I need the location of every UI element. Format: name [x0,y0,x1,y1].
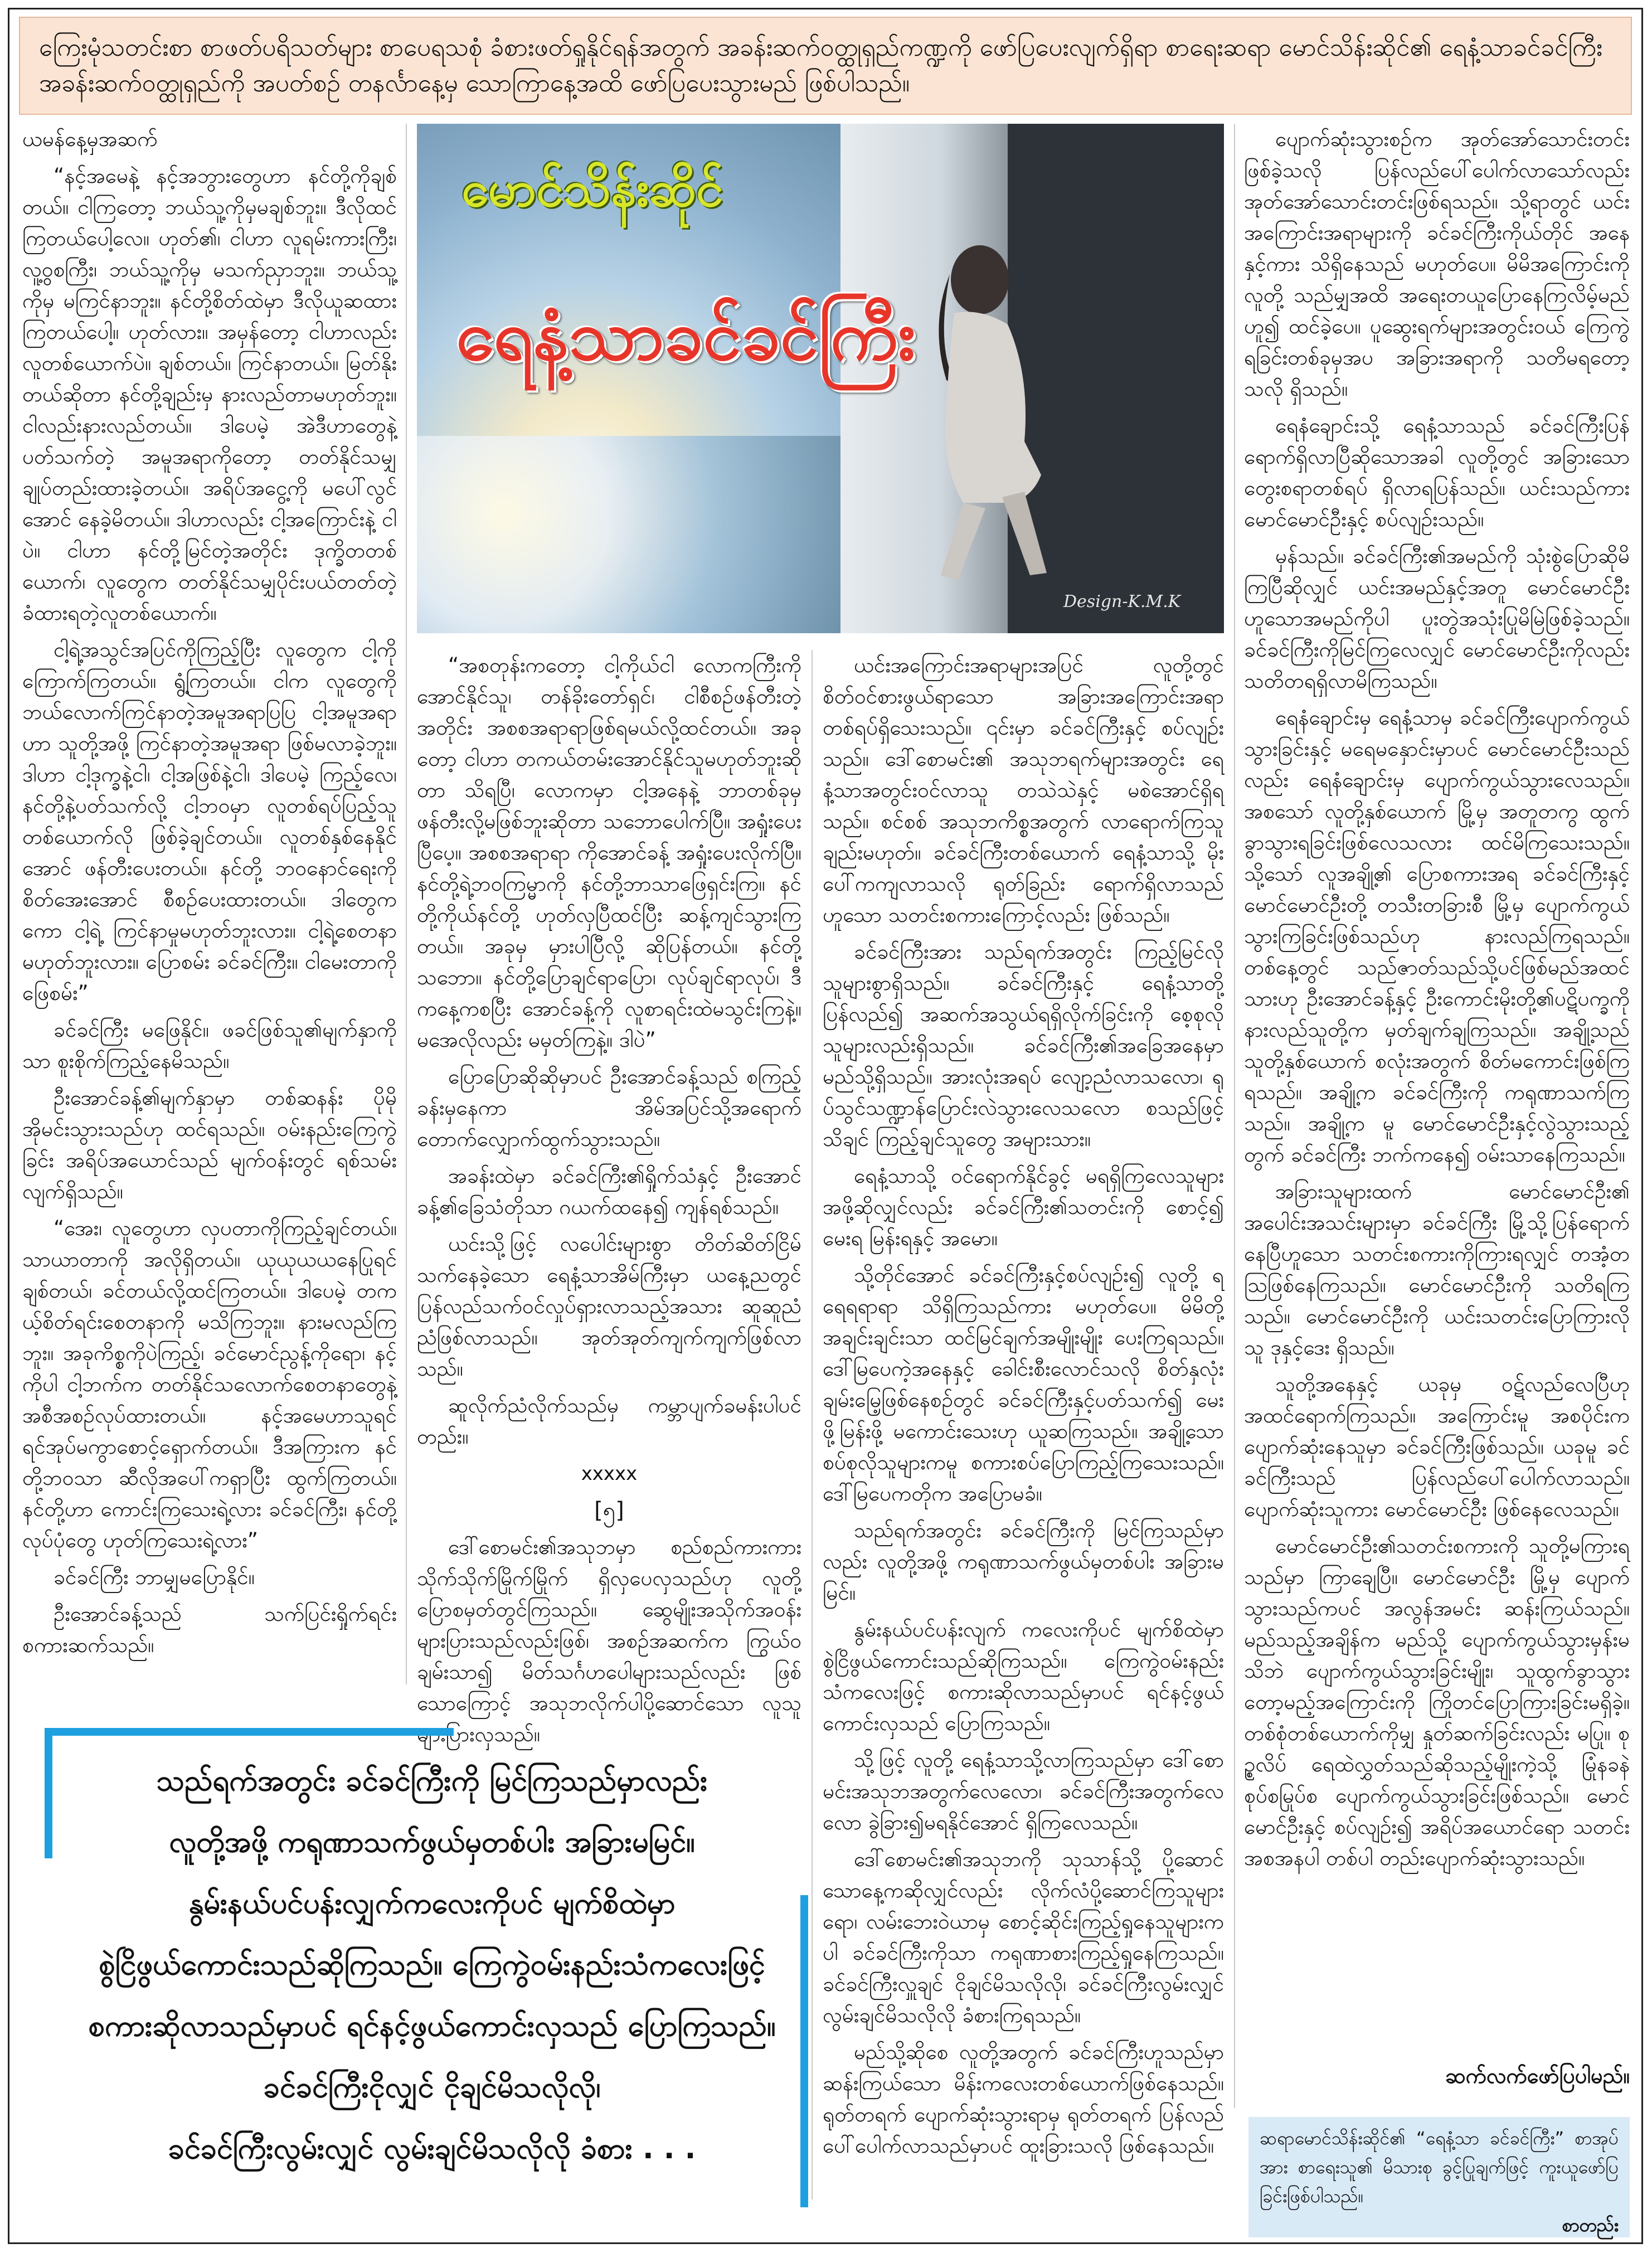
quote-line: ခင်ခင်ကြီးလွမ်းလျှင် လွမ်းချင်မိသလိုလို ခံစား . . . [168,2132,696,2165]
column-2 [417,650,801,1746]
quote-line: စကားဆိုလာသည်မှာပင် ရင်နင့်ဖွယ်ကောင်းလှသည် ပြောကြသည်။ [88,2009,776,2043]
paragraph: ဒေါ်စောမင်း၏အသုဘကို သုသာန်သို့ ပို့ဆောင်သောနေ့ကဆိုလျှင်လည်း လိုက်လံပို့ဆောင်ကြသူများရော၊ လမ်းဘေးဝဲယာမှ စောင့်ဆိုင်းကြည့်ရှုနေသူများကပါ ခင်ခင်ကြီးကိုသာ ကရုဏာစားကြည့်ရှုနေကြသည်။ ခင်ခင်ကြီးလှူချင် ငိုချင်မိသလိုလို၊ ခင်ခင်ကြီးလွမ်းလျှင် လွမ်းချင်မိသလိုလို ခံစားကြရသည်။ [823,1847,1224,2027]
paragraph: ခင်ခင်ကြီး ဘာမျှမပြောနိုင်။ [54,1565,255,1589]
woman-silhouette [896,241,1075,586]
banner-credit: Design-K.M.K [1063,592,1181,611]
quote-line: နွမ်းနယ်ပင်ပန်းလျှက်ကလေးကိုပင် မျက်စိထဲမှာ [188,1887,676,1920]
intro-box [19,17,1632,115]
paragraph: “အစတုန်းကတော့ ငါ့ကိုယ်ငါ လောကကြီးကို အောင်နိုင်သူ၊ တန်ခိုးတော်ရှင်၊ ငါစီစဉ်ဖန်တီးတဲ့အတိုင်း အစစအရာရာဖြစ်ရမယ်လို့ထင်တယ်။ အခုတော့ ငါဟာ တကယ်တမ်းအောင်နိုင်သူမဟုတ်ဘူးဆိုတာ သိရပြီ၊ လောကမှာ ငါ့အနေနဲ့ ဘာတစ်ခုမှ ဖန်တီးလို့မဖြစ်ဘူးဆိုတာ သဘောပေါက်ပြီ။ အရှုံးပေးပြီပေ့။ အစစအရာရာ ကိုအောင်ခန့် အရှုံးပေးလိုက်ပြီ။ နင်တို့ရဲ့ဘဝကြမ္မာကို နင်တို့ဘာသာဖြေရှင်းကြ။ နင်တို့ကိုယ်နင်တို့ ဟုတ်လှပြီထင်ပြီး ဆန့်ကျင်သွားကြတယ်။ အခုမှ မှားပါပြီလို့ ဆိုပြန်တယ်။ နင်တို့သဘော။ နင်တို့ပြောချင်ရာပြော၊ လုပ်ချင်ရာလုပ်၊ ဒီကနေ့ကစပြီး အောင်ခန့်ကို လူစာရင်းထဲမသွင်းကြနဲ့။ မအေလိုလည်း မမှတ်ကြနဲ့။ ဒါပဲ” [417,653,801,1052]
column-rule [406,124,407,1684]
paragraph: ခင်ခင်ကြီးအား သည်ရက်အတွင်း ကြည့်မြင်လိုသူများစွာရှိသည်။ ခင်ခင်ကြီးနှင့် ရေနံ့သာတို့ ပြန်လည်၍ အဆက်အသွယ်ရရှိလိုက်ခြင်းကို စေ့စုလိုသူများလည်းရှိသည်။ ခင်ခင်ကြီး၏အခြေအနေမှာ မည်သို့ရှိသည်။ အားလုံးအရပ် လျော့ညံလာသလော၊ ရုပ်သွင်သဏ္ဍာန်ပြောင်းလဲသွားလေသလော စသည်ဖြင့် သိချင် ကြည့်ချင်သူတွေ အများသား။ [823,940,1224,1151]
intro-text: ကြေးမုံသတင်းစာ စာဖတ်ပရိသတ်များ စာပေရသစုံ ခံစားဖတ်ရှုနိုင်ရန်အတွက် အခန်းဆက်ဝတ္ထုရှည်ကဏ္ဍကို ဖော်ပြပေးလျက်ရှိရာ စာရေးဆရာ မောင်သိန်းဆိုင်၏ ရေနံ့သာခင်ခင်ကြီး အခန်းဆက်ဝတ္ထုရှည်ကို အပတ်စဉ် တနင်္လာနေ့မှ သောကြာနေ့အထိ ဖော်ပြပေးသွားမည် ဖြစ်ပါသည်။ [39,33,1603,98]
column-1 [22,124,397,1691]
banner-flowers [417,436,840,633]
paragraph: ဦးအောင်ခန့်၏မျက်နှာမှာ တစ်ဆနန်း ပိုမိုအိုမင်းသွားသည်ဟု ထင်ရသည်။ ဝမ်းနည်းကြေကွဲခြင်း အရိပ်အယောင်သည် မျက်ဝန်းတွင် ရစ်သမ်းလျက်ရှိသည်။ [22,1086,397,1203]
paragraph: သို့တိုင်အောင် ခင်ခင်ကြီးနှင့်စပ်လျဉ်း၍ လူတို့ ရရေရရာရာ သိရှိကြသည်ကား မဟုတ်ပေ။ မိမိတို့အချင်းချင်းသာ ထင်မြင်ချက်အမျိုးမျိုး ပေးကြရသည်။ ဒေါ်မြပေကဲ့အနေနှင့် ခေါင်းစီးလောင်သလို စိတ်နှလုံးချမ်းမြေ့ဖြစ်နေစဉ်တွင် ခင်ခင်ကြီးနှင့်ပတ်သက်၍ မေးဖို့မြန်းဖို့ မကောင်းသေးဟု ယူဆကြသည်။ အချို့သော စပ်စုလိုသူများကမူ စကားစပ်ပြောကြည့်ကြသေးသည်။ ဒေါ်မြပေကတိုက အပြောမခံ။ [823,1263,1224,1506]
paragraph: “အေး၊ လူတွေဟာ လှပတာကိုကြည့်ချင်တယ်။ သာယာတာကို အလိုရှိတယ်။ ယုယုယယနေပြုရင် ချစ်တယ်၊ ခင်တယ်လို့ထင်ကြတယ်။ ဒါပေမဲ့ တကယ့်စိတ်ရင်းစေတနာကို မသိကြဘူး။ နားမလည်ကြဘူး။ အခုကိစ္စကိုပဲကြည့်၊ ခင်မောင်ညွန့်ကိုရော၊ နင့်ကိုပါ ငါ့ဘက်က တတ်နိုင်သလောက်စေတနာတွေနဲ့ အစီအစဉ်လုပ်ထားတယ်။ နင့်အမေဟာသူရင် ရင်အုပ်မကွာစောင့်ရှောက်တယ်။ ဒီအကြားက နင်တို့ဘဝသာ ဆီလိုအပေါ်ကရှာပြီး ထွက်ကြတယ်။ နင်တို့ဟာ ကောင်းကြသေးရဲ့လား ခင်ခင်ကြီး၊ နင်တို့လုပ်ပုံတွေ ဟုတ်ကြသေးရဲ့လား” [22,1216,397,1552]
quote-line: ခင်ခင်ကြီးငိုလျှင် ငိုချင်မိသလိုလို၊ [263,2071,601,2104]
paragraph: ခင်ခင်ကြီး မဖြေနိုင်။ ဖခင်ဖြစ်သူ၏မျက်နှာကိုသာ စူးစိုက်ကြည့်နေမိသည်။ [22,1018,397,1073]
paragraph: မောင်မောင်ဦး၏သတင်းစကားကို သူတို့မကြားရသည်မှာ ကြာချေပြီ။ မောင်မောင်ဦး မြို့မှ ပျောက်သွားသည်ကပင် အလွန်အမင်း ဆန်းကြယ်သည်။ မည်သည့်အချိန်က မည်သို့ ပျောက်ကွယ်သွားမှန်းမသိဘဲ ပျောက်ကွယ်သွားခြင်းမျိုး၊ သူထွက်ခွာသွားတော့မည့်အကြောင်းကို ကြိုတင်ပြောကြားခြင်းမရှိခဲ့။ တစ်စုံတစ်ယောက်ကိုမျှ နှုတ်ဆက်ခြင်းလည်း မပြု။ စုဥ္စလိပ် ရေထဲလွှတ်သည်ဆိုသည့်မျိုးကဲ့သို့ မြုံနခနဲ စုပ်စမြုပ်စ ပျောက်ကွယ်သွားခြင်းဖြစ်သည်။ မောင်မောင်ဦးနှင့် စပ်လျဉ်း၍ အရိပ်အယောင်ရော သတင်းအစအနပါ တစ်ပါ တည်းပျောက်ဆုံးသွားသည်။ [1244,1534,1630,1870]
chapter-number: [၅] [594,1498,624,1523]
banner-author: မောင်သိန်းဆိုင် [461,160,723,217]
paragraph: သို့ဖြင့် လူတို့ ရေနံ့သာသို့လာကြသည်မှာ ဒေါ်စောမင်းအသုဘအတွက်လေလော၊ ခင်ခင်ကြီးအတွက်လေလော ခွဲခြား၍မရနိုင်အောင် ရှိကြလေသည်။ [823,1748,1224,1834]
credit-source: စာတည်း [1562,2215,1619,2236]
title-banner [417,124,1224,633]
paragraph: သည်ရက်အတွင်း ခင်ခင်ကြီးကို မြင်ကြသည်မှာလည်း လူတို့အဖို့ ကရုဏာသက်ဖွယ်မှတစ်ပါး အခြားမမြင်။ [823,1518,1224,1605]
banner-title: ရေနံ့သာခင်ခင်ကြီး [456,295,916,376]
paragraph: မှန်သည်။ ခင်ခင်ကြီး၏အမည်ကို သုံးစွဲပြောဆိုမိကြပြီဆိုလျှင် ယင်းအမည်နှင့်အတူ မောင်မောင်ဦးဟူသောအမည်ကိုပါ ပူးတွဲအသုံးပြုမိမြဲဖြစ်ခဲ့သည်။ ခင်ခင်ကြီးကိုမြင်ကြလေလျှင် မောင်မောင်ဦးကိုလည်း သတိတရရှိလာမိကြသည်။ [1244,544,1630,693]
paragraph: အခန်းထဲမှာ ခင်ခင်ကြီး၏ရှိုက်သံနှင့် ဦးအောင်ခန့်၏ခြေသံတိုသာ ဂယက်ထနေ၍ ကျန်ရစ်သည်။ [417,1164,801,1219]
paragraph: ယင်းသို့ဖြင့် လပေါင်းများစွာ တိတ်ဆိတ်ငြိမ်သက်နေခဲ့သော ရေနံ့သာအိမ်ကြီးမှာ ယနေ့ညတွင် ပြန်လည်သက်ဝင်လှုပ်ရှားလာသည့်အသား ဆူဆူညံညံဖြစ်လာသည်။ အုတ်အုတ်ကျက်ကျက်ဖြစ်လာသည်။ [417,1232,801,1381]
continued-note: ဆက်လက်ဖော်ပြပါမည်။ [1445,2063,1630,2088]
paragraph: ရေနံချောင်းမှ ရေနံ့သာမှ ခင်ခင်ကြီးပျောက်ကွယ်သွားခြင်းနှင့် မရေမနှောင်းမှာပင် မောင်မောင်ဦးသည်လည်း ရေနံချောင်းမှ ပျောက်ကွယ်သွားလေသည်။ အစသော် လူတို့နှစ်ယောက် မြို့မှ အတူတကွ ထွက်ခွာသွားရခြင်းဖြစ်လေသလား ထင်မိကြသေးသည်။ သို့သော် လူအချို့၏ ပြောစကားအရ ခင်ခင်ကြီးနှင့် မောင်မောင်ဦးတို့ တသီးတခြားစီ မြို့မှ ပျောက်ကွယ်သွားကြခြင်းဖြစ်သည်ဟု နားလည်ကြရသည်။ တစ်နေ့တွင် သည်ဇာတ်သည်သို့ပင်ဖြစ်မည်အထင်သားဟု ဦးအောင်ခန့်နှင့် ဦးကောင်းမိုးတို့၏ပဋိပက္ခကို နားလည်သူတို့က မှတ်ချက်ချကြသည်။ အချို့သည် သူတို့နှစ်ယောက် စလုံးအတွက် စိတ်မကောင်းဖြစ်ကြရသည်။ အချို့က ခင်ခင်ကြီးကို ကရုဏာသက်ကြသည်။ အချို့က မူ မောင်မောင်ဦးနှင့်လွဲသွားသည့်တွက် ခင်ခင်ကြီး ဘက်ကနေ၍ ဝမ်းသာနေကြသည်။ [1244,706,1630,1167]
paragraph: ပျောက်ဆုံးသွားစဉ်က အုတ်အော်သောင်းတင်းဖြစ်ခဲ့သလို ပြန်လည်ပေါ်ပေါက်လာသော်လည်း အုတ်အော်သောင်းတင်းဖြစ်ရသည်။ သို့ရာတွင် ယင်းအကြောင်းအရာများကို ခင်ခင်ကြီးကိုယ်တိုင် အနေနှင့်ကား သိရှိနေသည် မဟုတ်ပေ။ မိမိအကြောင်းကို လူတို့ သည်မျှအထိ အရေးတယူပြောနေကြလိမ့်မည်ဟူ၍ ထင်ခဲ့ပေ။ ပူဆွေးရက်များအတွင်းဝယ် ကြေကွဲရခြင်းတစ်ခုမှအပ အခြားအရာကို သတိမရတော့သလို ရှိသည်။ [1244,127,1630,401]
paragraph: အခြားသူများထက် မောင်မောင်ဦး၏ အပေါင်းအသင်းများမှာ ခင်ခင်ကြီး မြို့သို့ပြန်ရောက်နေပြီဟူသော သတင်းစကားကိုကြားရလျှင် တအံ့တသြဖြစ်နေကြသည်။ မောင်မောင်ဦးကို သတိရကြသည်။ မောင်မောင်ဦးကို ယင်းသတင်းပြောကြားလိုသူ ဒုနှင့်ဒေး ရှိသည်။ [1244,1179,1630,1359]
paragraph: ရေနံ့သာသို့ ဝင်ရောက်နိုင်ခွင့် မရရှိကြလေသူများ အဖို့ဆိုလျှင်လည်း ခင်ခင်ကြီး၏သတင်းကို စောင့်၍ မေးရ မြန်းရနှင့် အမော။ [823,1164,1224,1250]
quote-line: လူတို့အဖို့ ကရုဏာသက်ဖွယ်မှတစ်ပါး အခြားမမြင်။ [169,1825,695,1859]
paragraph: “နင့်အမေနဲ့ နင့်အဘွားတွေဟာ နင်တို့ကိုချစ်တယ်။ ငါကြတော့ ဘယ်သူ့ကိုမှမချစ်ဘူး။ ဒီလိုထင်ကြတယ်ပေါ့လေ။ ဟုတ်၏၊ ငါဟာ လူရမ်းကားကြီး၊ လူ့ဝွစကြီး၊ ဘယ်သူ့ကိုမှ မသက်ညှာဘူး။ ဘယ်သူ့ကိုမှ မကြင်နာဘူး။ နင်တို့စိတ်ထဲမှာ ဒီလိုယူဆထားကြတယ်ပေါ့။ ဟုတ်လား။ အမှန်တော့ ငါဟာလည်း လူတစ်ယောက်ပဲ။ ချစ်တယ်။ ကြင်နာတယ်။ မြတ်နိုးတယ်ဆိုတာ နင်တို့ချည်းမှ နားလည်တာမဟုတ်ဘူး။ ငါလည်းနားလည်တယ်။ ဒါပေမဲ့ အဲဒီဟာတွေနဲ့ပတ်သက်တဲ့ အမူအရာကိုတော့ တတ်နိုင်သမျှ ချုပ်တည်းထားခဲ့တယ်။ အရိပ်အငွေ့ကို မပေါ်လွင်အောင် နေခဲ့မိတယ်။ ဒါဟာလည်း ငါ့အကြောင်းနဲ့ ငါပဲ။ ငါဟာ နင်တို့မြင်တဲ့အတိုင်း ဒုက္ခိတတစ်ယောက်၊ လူတွေက တတ်နိုင်သမျှပိုင်းပယ်တတ်တဲ့ ခံထားရတဲ့လူတစ်ယောက်။ [22,164,397,625]
column-4 [1244,124,1630,2026]
paragraph: ယမန်နေ့မှအဆက် [22,127,158,151]
paragraph: ဒေါ်စောမင်း၏အသုဘမှာ စည်စည်ကားကားသိုက်သိုက်မြိုက်မြိုက် ရှိလှပေလှသည်ဟု လူတို့ပြောစမှတ်တွင်ကြသည်။ ဆွေမျိုးအသိုက်အဝန်းများပြားသည်လည်းဖြစ်၊ အစဉ်အဆက်က ကြွယ်ဝချမ်းသာ၍ မိတ်သင်္ဂဟပေါများသည်လည်း ဖြစ်သောကြောင့် အသုဘလိုက်ပါပို့ဆောင်သော လူသူများပြားလှသည်။ [417,1535,801,1746]
column-3 [823,650,1224,2177]
paragraph: ရေနံချောင်းသို့ ရေနံ့သာသည် ခင်ခင်ကြီးပြန်ရောက်ရှိလာပြီဆိုသောအခါ လူတို့တွင် အခြားသောတွေးစရာတစ်ရပ် ရှိလာရပြန်သည်။ ယင်းသည်ကား မောင်မောင်ဦးနှင့် စပ်လျဉ်းသည်။ [1244,414,1630,531]
section-divider: xxxxx [581,1463,638,1485]
paragraph: ပြောပြောဆိုဆိုမှာပင် ဦးအောင်ခန့်သည် စကြည့်ခန်းမှနေကာ အိမ်အပြင်သို့အရောက်တောက်လျှောက်ထွက်သွားသည်။ [417,1065,801,1151]
quote-bracket-bottom [778,1895,808,2207]
paragraph: နွမ်းနယ်ပင်ပန်းလျက် ကလေးကိုပင် မျက်စိထဲမှာ စွဲငြိဖွယ်ကောင်းသည်ဆိုကြသည်။ ကြေကွဲဝမ်းနည်းသံကလေးဖြင့် စကားဆိုလာသည်မှာပင် ရင်နင့်ဖွယ်ကောင်းလှသည် ပြောကြသည်။ [823,1618,1224,1735]
column-rule [1234,124,1235,2108]
quote-line: သည်ရက်အတွင်း ခင်ခင်ကြီးကို မြင်ကြသည်မှာလည်း [156,1764,708,1798]
paragraph: ငါ့ရဲ့အသွင်အပြင်ကိုကြည့်ပြီး လူတွေက ငါ့ကိုကြောက်ကြတယ်။ ရွံ့ကြတယ်။ ငါက လူတွေကို ဘယ်လောက်ကြင်နာတဲ့အမူအရာပြပြ ငါ့အမူအရာဟာ သူတို့အဖို့ ကြင်နာတဲ့အမူအရာ ဖြစ်မလာခဲ့ဘူး။ ဒါဟာ ငါ့ဒုက္ခနဲ့ငါ၊ ငါ့အဖြစ်နဲ့ငါ၊ ဒါပေမဲ့ ကြည့်လေ၊ နင်တို့နဲ့ပတ်သက်လို့ ငါ့ဘဝမှာ လူတစ်ရပ်ပြည့်သူတစ်ယောက်လို ဖြစ်ခဲ့ချင်တယ်။ လူတစ်နှစ်နေနိုင်အောင် ဖန်တီးပေးတယ်။ နင်တို့ ဘဝနောင်ရေးကို စိတ်အေးအောင် စီစဉ်ပေးထားတယ်။ ဒါတွေကကော ငါ့ရဲ့ ကြင်နာမှုမဟုတ်ဘူးလား။ ငါ့ရဲ့စေတနာမဟုတ်ဘူးလား။ ပြောစမ်း ခင်ခင်ကြီး။ ငါမေးတာကို ဖြေစမ်း” [22,638,397,1005]
paragraph: ဦးအောင်ခန့်သည် သက်ပြင်းရှိုက်ရင်း စကားဆက်သည်။ [22,1602,397,1657]
quote-bracket-top [45,1728,454,1858]
credit-note [1248,2117,1630,2237]
quote-line: စွဲငြိဖွယ်ကောင်းသည်ဆိုကြသည်။ ကြေကွဲဝမ်းနည်းသံကလေးဖြင့် [99,1948,765,1982]
paragraph: ယင်းအကြောင်းအရာများအပြင် လူတို့တွင် စိတ်ဝင်စားဖွယ်ရာသော အခြားအကြောင်းအရာ တစ်ရပ်ရှိသေးသည်။ ၎င်းမှာ ခင်ခင်ကြီးနှင့် စပ်လျဉ်းသည်။ ဒေါ်စောမင်း၏ အသုဘရက်များအတွင်း ရေနံ့သာအတွင်းဝင်လာသူ တသဲသဲနှင့် မစဲအောင်ရှိရသည်။ စင်စစ် အသုဘကိစ္စအတွက် လာရောက်ကြသူ ချည်းမဟုတ်။ ခင်ခင်ကြီးတစ်ယောက် ရေနံ့သာသို့ မိုးပေါ်ကကျလာသလို ရုတ်ခြည်း ရောက်ရှိလာသည်ဟူသော သတင်းစကားကြောင့်လည်း ဖြစ်သည်။ [823,653,1224,927]
column-rule [812,650,813,2199]
pull-quote [22,1717,808,2207]
paragraph: ဆူလိုက်ညံလိုက်သည်မှ ကမ္ဘာပျက်ခမန်းပါပင် တည်း။ [417,1393,801,1449]
paragraph: သူတို့အနေနှင့် ယခုမှ ဝဋ်လည်လေပြီဟု အထင်ရောက်ကြသည်။ အကြောင်းမူ အစပိုင်းက ပျောက်ဆုံးနေသူမှာ ခင်ခင်ကြီးဖြစ်သည်။ ယခုမူ ခင်ခင်ကြီးသည် ပြန်လည်ပေါ်ပေါက်လာသည်။ ပျောက်ဆုံးသူကား မောင်မောင်ဦး ဖြစ်နေလေသည်။ [1244,1372,1630,1521]
credit-text: ဆရာမောင်သိန်းဆိုင်၏ “ရေနံ့သာ ခင်ခင်ကြီး” စာအုပ်အား စာရေးသူ၏ မိသားစု ခွင့်ပြုချက်ဖြင့် ကူးယူဖော်ပြခြင်းဖြစ်ပါသည်။ [1260,2128,1619,2207]
paragraph: မည်သို့ဆိုစေ လူတို့အတွက် ခင်ခင်ကြီးဟူသည်မှာ ဆန်းကြယ်သော မိန်းကလေးတစ်ယောက်ဖြစ်နေသည်။ ရုတ်တရက် ပျောက်ဆုံးသွားရာမှ ရုတ်တရက် ပြန်လည်ပေါ်ပေါက်လာသည်မှာပင် ထူးခြားသလို ဖြစ်နေသည်။ [823,2040,1224,2158]
